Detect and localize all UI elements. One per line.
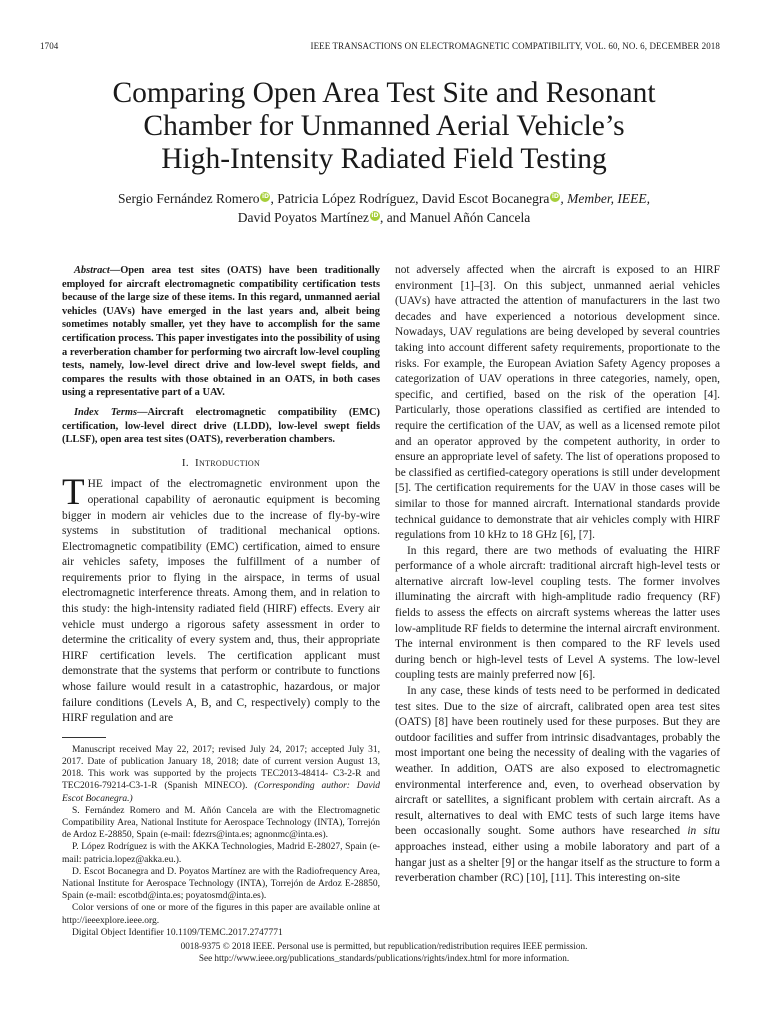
abstract-text: —Open area test sites (OATS) have been traditionally employed for aircraft electromagnetic compatibility certification tests because of the large size of these items. In this regard, unmanned aerial vehicles (UAVs) have emerged in the last years and, albeit being sometimes notably smaller, yet they have to accomplish for the same certification process. This paper investigates into the possibility of using a reverberation chamber for performing two aircraft low-level coupling tests, namely, low-level direct drive and low-level swept fields, and compares the results with those obtained in an OATS, in both cases using a representative part of a UAV. <box>62 265 380 399</box>
footnote: S. Fernández Romero and M. Añón Cancela are with the Electromagnetic Compatibility Area, National Institute for Aerospace Technology (INTA), Torrejón de Ardoz E-28850, Spain (e-mail: fdezrs@inta.es; agnonmc@inta.es). <box>62 805 380 841</box>
footnotes <box>62 744 380 939</box>
body-paragraph: In any case, these kinds of tests need to be performed in dedicated test sites. Due to the size of aircraft, calibrated open area test sites (OATS) [8] have been routinely used for these purposes. But they are outdoor facilities and suffer from intrinsic disadvantages, probably the most important one being the necessity of dealing with the vagaries of weather. In addition, OATS are also exposed to electromagnetic environmental interference and, even, to overhead observation by aircraft or satellites, a significant problem with certain aircraft. As a result, alternatives to deal with EMC tests of such large items have been occasionally sought. Some authors have researched in situ approaches instead, either using a mobile laboratory and part of a hangar just as a shelter [9] or the hangar itself as the structure to form a reverberation chamber (RC) [10], [11]. This interesting on-site <box>395 685 721 885</box>
footnote: P. López Rodríguez is with the AKKA Technologies, Madrid E-28027, Spain (e-mail: patricia.lopez@akka.eu.). <box>62 842 380 865</box>
right-column <box>395 263 720 887</box>
membership-label: , Member, IEEE, <box>560 191 650 206</box>
author-name: Sergio Fernández Romero <box>118 191 260 206</box>
copyright-footer <box>40 941 728 964</box>
body-paragraph: not adversely affected when the aircraft is exposed to an HIRF environment [1]–[3]. On this subject, unmanned aerial vehicles (UAVs) have attracted the attention of manufacturers in the last two decades and have experienced a notorious development since. Nowadays, UAV regulations are being developed by several countries taking into account different safety requirements, proportionate to the risks. For example, the European Aviation Safety Agency proposes a categorization of UAV operations in three categories, namely, open, specific, and certified, based on the risk of the operation [4]. Particularly, those operations classified as certified are intended to require the certification of the UAV, as well as a licensed remote pilot and an operator approved by the competent authority, in order to ensure an appropriate level of safety. The list of operations proposed to be classified as certified-category operations is still under development [5]. The certification requirements for the UAV in those cases will be similar to those for manned aircraft. International standards provide technical guidance to demonstrate that air vehicles comply with HIRF regulations from 10 kHz to 18 GHz [6], [7]. <box>395 264 720 542</box>
rights-link[interactable]: See http://www.ieee.org/publications_standards/publications/rights/index.html for more information. <box>198 952 570 963</box>
footnote: D. Escot Bocanegra and D. Poyatos Martínez are with the Radiofrequency Area, National Institute for Aerospace Technology (INTA), Torrejón de Ardoz E-28850, Spain (e-mail: escotbd@inta.es; poyatosmd@inta.es). <box>62 866 380 902</box>
abstract-label: Abstract <box>74 265 110 276</box>
footnote-divider <box>62 737 106 738</box>
orcid-icon[interactable]: iD <box>371 212 379 219</box>
footnote: Manuscript received May 22, 2017; revised July 24, 2017; accepted July 31, 2017. Date of publication January 18, 2018; date of current version August 13, 2018. This work was supported by the projects TEC2013-48414- C3-2-R and TEC2016-79214-C3-1-R (Spanish MINECO). (Corresponding author: David Escot Bocanegra.) <box>62 744 381 804</box>
section-title: Introduction <box>195 456 261 469</box>
orcid-icon[interactable]: iD <box>551 193 559 200</box>
index-terms-label: Index Terms <box>74 406 138 418</box>
intro-text: HE impact of the electromagnetic environment upon the operational capability of aeronautic equipment is becoming bigger in modern air vehicles due to the increase of fly-by-wire systems in substitution of traditional mechanical options. Electromagnetic compatibility (EMC) certification, aimed to ensure air vehicles safety, imposes the fulfillment of a number of requirements prior to flying in the airspace, in terms of usual electromagnetic interference threats. Among them, and in relation to this study: the high-intensity radiated field (HIRF) effects. Every air vehicle must undergo a rigorous safety assessment in order to determine the criticality of every system and, thus, their appropriate HIRF certification levels. The certification applicant must demonstrate that the systems that perform or contribute to functions whose failure would result in a catastrophic, hazardous, or major failure conditions (Levels A, B, and C, respectively) comply to the HIRF regulation and are <box>62 478 380 725</box>
body-paragraph: In this regard, there are two methods of evaluating the HIRF performance of a whole aircraft: traditional aircraft high-level tests or alternative aircraft low-level coupling tests. The former involves illuminating the aircraft with high-amplitude radio frequency (RF) fields to assess the effects on aircraft systems whereas the latter uses low-amplitude RF fields to determine the internal aircraft environment. The internal environment is then compared to the RF levels used during bench or high-level tests of Level A systems. The low-level coupling tests are mainly preferred now [6]. <box>395 544 720 682</box>
title-line: Chamber for Unmanned Aerial Vehicle’s <box>143 110 625 142</box>
index-terms-text: —Aircraft electromagnetic compatibility (EMC) certification, low-level direct drive (LLDD), low-level swept fields (LLSF), open area test sites (OATS), reverberation chambers. <box>62 406 380 446</box>
author-list <box>40 189 728 227</box>
author-name: , and Manuel Añón Cancela <box>379 210 531 225</box>
section-number: I. <box>181 456 189 469</box>
title-line: High-Intensity Radiated Field Testing <box>161 143 607 175</box>
page-number: 1704 <box>40 41 59 51</box>
section-heading <box>62 456 380 472</box>
intro-paragraph <box>62 472 380 727</box>
drop-cap: T <box>62 472 85 514</box>
footnote: Color versions of one or more of the figures in this paper are available online at http://ieeexplore.ieee.org. <box>62 903 380 926</box>
left-column <box>62 264 380 939</box>
index-terms <box>62 406 380 447</box>
paper-title <box>40 77 728 176</box>
copyright-line: 0018-9375 © 2018 IEEE. Personal use is permitted, but republication/redistribution requires IEEE permission. <box>180 941 588 951</box>
abstract <box>62 264 380 400</box>
running-header: IEEE TRANSACTIONS ON ELECTROMAGNETIC COMPATIBILITY, VOL. 60, NO. 6, DECEMBER 2018 <box>310 41 720 51</box>
title-line: Comparing Open Area Test Site and Resonant <box>112 77 656 109</box>
author-name: David Poyatos Martínez <box>237 210 369 225</box>
author-name: , Patricia López Rodríguez, David Escot Bocanegra <box>270 191 550 206</box>
doi: Digital Object Identifier 10.1109/TEMC.2017.2747771 <box>72 927 283 938</box>
orcid-icon[interactable]: iD <box>261 193 269 200</box>
